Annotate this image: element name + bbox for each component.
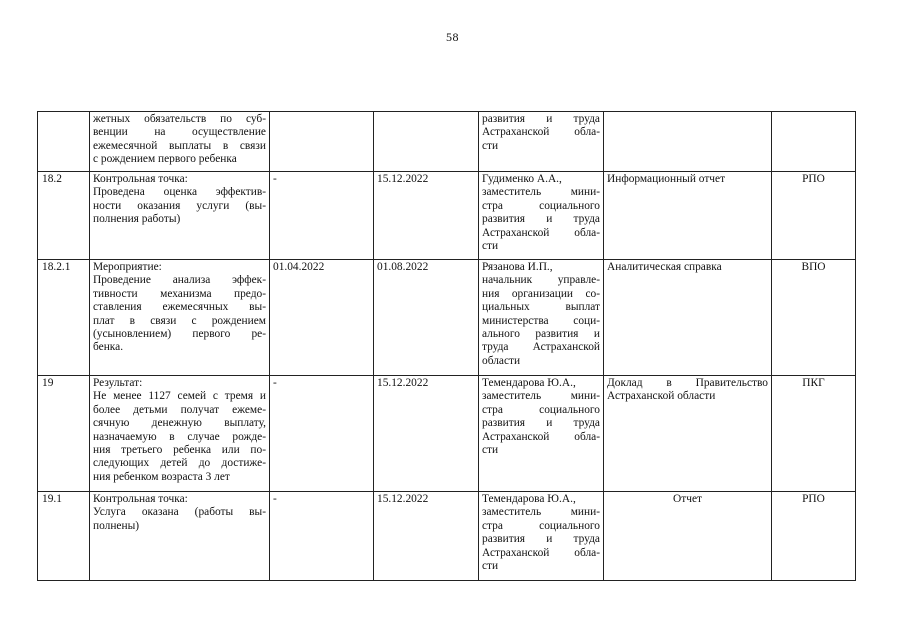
description-line: следующих детей до достиже-: [93, 457, 266, 470]
row-end-date: 01.08.2022: [374, 260, 479, 376]
row-responsible: [479, 112, 604, 172]
responsible-line: развития и труда: [482, 113, 600, 125]
description-line: плат в связи с рождением: [93, 314, 266, 327]
description-line: с рождением первого ребенка: [93, 153, 237, 166]
row-output-document: Аналитическая справка: [604, 260, 772, 376]
description-line: назначаемую в случае рожде-: [93, 430, 266, 443]
row-output-document: [604, 112, 772, 172]
responsible-line: развития и труда: [482, 213, 600, 226]
responsible-line: заместитель мини-: [482, 390, 600, 403]
description-line: Контрольная точка:: [93, 173, 188, 185]
description-line: Не менее 1127 семей с тремя и: [93, 390, 266, 403]
table-row: [38, 260, 856, 376]
responsible-line: ального развития и: [482, 328, 600, 341]
description-line: Проведена оценка эффектив-: [93, 186, 266, 199]
row-number: 19: [38, 376, 90, 492]
row-number: 18.2: [38, 172, 90, 260]
description-line: более детьми получат ежеме-: [93, 403, 266, 416]
responsible-line: Астраханской обла-: [482, 126, 600, 139]
responsible-line: Астраханской обла-: [482, 226, 600, 239]
row-control-level: РПО: [772, 492, 856, 581]
responsible-line: стра социального: [482, 199, 600, 212]
description-line: тивности механизма предо-: [93, 287, 266, 300]
row-end-date: [374, 112, 479, 172]
output-line: Доклад в Правительство: [607, 377, 768, 389]
responsible-line: министерства соци-: [482, 314, 600, 327]
description-line: Контрольная точка:: [93, 493, 188, 505]
responsible-line: Гудименко А.А.,: [482, 173, 562, 185]
responsible-line: стра социального: [482, 403, 600, 416]
description-line: Услуга оказана (работы вы-: [93, 506, 266, 519]
responsible-line: стра социального: [482, 519, 600, 532]
row-responsible: [479, 172, 604, 260]
row-start-date: -: [270, 376, 374, 492]
row-start-date: 01.04.2022: [270, 260, 374, 376]
responsible-line: развития и труда: [482, 533, 600, 546]
table-row: [38, 376, 856, 492]
description-line: ности оказания услуги (вы-: [93, 199, 266, 212]
row-end-date: 15.12.2022: [374, 376, 479, 492]
row-number: 18.2.1: [38, 260, 90, 376]
responsible-line: области: [482, 354, 521, 367]
responsible-line: Рязанова И.П.,: [482, 261, 553, 273]
row-start-date: [270, 112, 374, 172]
responsible-line: циальных выплат: [482, 301, 600, 314]
description-line: Результат:: [93, 377, 143, 389]
row-description: [90, 260, 270, 376]
responsible-line: ния организации со-: [482, 287, 600, 300]
description-line: ставления ежемесячных вы-: [93, 301, 266, 314]
row-control-level: РПО: [772, 172, 856, 260]
description-line: Проведение анализа эффек-: [93, 274, 266, 287]
row-description: [90, 492, 270, 581]
plan-table: [37, 111, 856, 581]
row-start-date: -: [270, 492, 374, 581]
responsible-line: развития и труда: [482, 417, 600, 430]
row-description: [90, 172, 270, 260]
row-output-document: [604, 376, 772, 492]
row-end-date: 15.12.2022: [374, 492, 479, 581]
row-number: 19.1: [38, 492, 90, 581]
description-line: ния ребенком возраста 3 лет: [93, 470, 230, 483]
description-line: жетных обязательств по суб-: [93, 113, 266, 125]
row-output-document: Информационный отчет: [604, 172, 772, 260]
responsible-line: заместитель мини-: [482, 186, 600, 199]
row-responsible: [479, 260, 604, 376]
responsible-line: Астраханской обла-: [482, 546, 600, 559]
responsible-line: сти: [482, 444, 499, 457]
row-description: [90, 376, 270, 492]
description-line: Мероприятие:: [93, 261, 162, 273]
table-row: [38, 492, 856, 581]
page-number: 58: [446, 30, 459, 44]
description-line: (усыновлением) первого ре-: [93, 328, 266, 341]
responsible-line: сти: [482, 139, 499, 152]
table-row: [38, 112, 856, 172]
row-end-date: 15.12.2022: [374, 172, 479, 260]
responsible-line: заместитель мини-: [482, 506, 600, 519]
responsible-line: Астраханской обла-: [482, 430, 600, 443]
description-line: полнены): [93, 519, 140, 532]
row-control-level: ПКГ: [772, 376, 856, 492]
row-description: [90, 112, 270, 172]
description-line: сячную денежную выплату,: [93, 417, 266, 430]
description-line: бенка.: [93, 341, 124, 354]
row-output-document: Отчет: [604, 492, 772, 581]
row-responsible: [479, 492, 604, 581]
description-line: полнения работы): [93, 213, 181, 226]
description-line: венции на осуществление: [93, 126, 266, 139]
table-row: [38, 172, 856, 260]
responsible-line: начальник управле-: [482, 274, 600, 287]
responsible-line: сти: [482, 560, 499, 573]
output-line: Астраханской области: [607, 390, 716, 403]
responsible-line: Темендарова Ю.А.,: [482, 377, 576, 389]
row-control-level: ВПО: [772, 260, 856, 376]
row-control-level: [772, 112, 856, 172]
row-start-date: -: [270, 172, 374, 260]
responsible-line: Темендарова Ю.А.,: [482, 493, 576, 505]
responsible-line: труда Астраханской: [482, 341, 600, 354]
responsible-line: сти: [482, 240, 499, 253]
row-responsible: [479, 376, 604, 492]
row-number: [38, 112, 90, 172]
description-line: ежемесячной выплаты в связи: [93, 139, 266, 152]
description-line: ния третьего ребенка или по-: [93, 444, 266, 457]
